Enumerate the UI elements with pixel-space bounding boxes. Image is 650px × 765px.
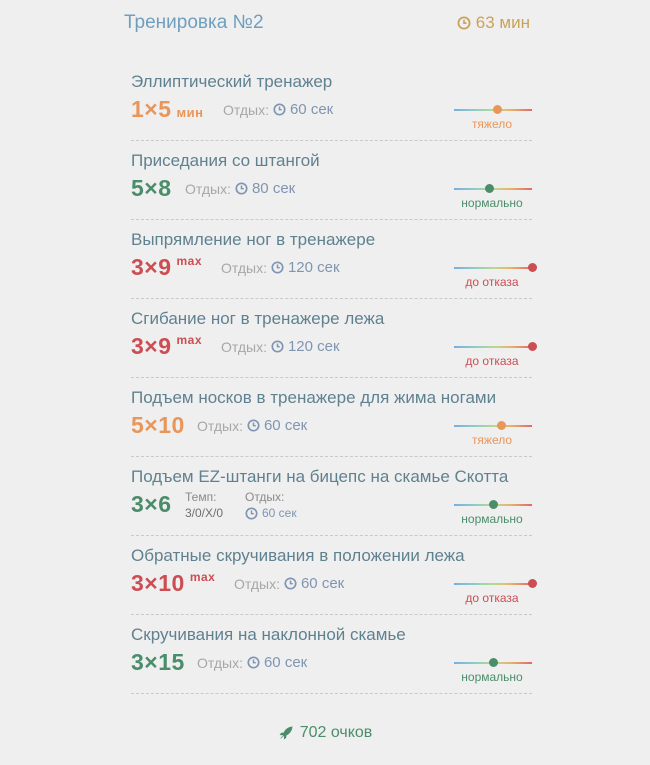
intensity-scale [454, 184, 532, 196]
clock-icon [273, 103, 286, 116]
sets-reps [131, 649, 185, 676]
exercise-list [131, 62, 532, 694]
tempo-block [185, 489, 223, 521]
intensity-label: до отказа [465, 591, 519, 605]
tempo-value: 3/0/X/0 [185, 506, 224, 520]
rest-label: Отдых: [197, 654, 243, 671]
workout-title: Тренировка №2 [124, 12, 264, 33]
clock-icon [457, 16, 471, 30]
exercise-name: Подъем EZ-штанги на бицепс на скамье Скотта [131, 467, 509, 486]
max-marker: max [189, 570, 216, 584]
rest-label: Отдых: [197, 417, 243, 434]
sets-reps [131, 570, 215, 597]
rest-info [197, 417, 307, 434]
intensity-scale [454, 263, 532, 275]
exercise-item[interactable] [131, 220, 532, 299]
rest-label: Отдых: [221, 338, 267, 355]
clock-icon [247, 656, 260, 669]
rocket-icon [278, 725, 294, 741]
rest-info [197, 654, 307, 671]
max-marker: max [176, 333, 203, 347]
rest-value: 60 сек [262, 506, 297, 520]
rest-label: Отдых: [221, 259, 267, 276]
sets-value: 5×8 [131, 175, 172, 201]
sets-reps [131, 491, 172, 518]
intensity-scale [454, 579, 532, 591]
exercise-item[interactable] [131, 536, 532, 615]
workout-duration [457, 13, 530, 33]
clock-icon [284, 577, 297, 590]
intensity-bar [454, 425, 532, 427]
intensity-marker [528, 342, 537, 351]
intensity-marker [497, 421, 506, 430]
sets-value: 3×15 [131, 649, 185, 675]
sets-value: 1×5 [131, 96, 172, 122]
clock-icon [235, 182, 248, 195]
exercise-name: Обратные скручивания в положении лежа [131, 546, 465, 565]
intensity-label: тяжело [471, 117, 513, 131]
intensity-bar [454, 583, 532, 585]
exercise-item[interactable] [131, 141, 532, 220]
intensity-scale [454, 658, 532, 670]
intensity-scale [454, 105, 532, 117]
points-value: 702 очков [299, 724, 373, 741]
exercise-item[interactable] [131, 378, 532, 457]
sets-value: 5×10 [131, 412, 185, 438]
exercise-name: Подъем носков в тренажере для жима ногами [131, 388, 497, 407]
intensity-marker [485, 184, 494, 193]
intensity-label: до отказа [465, 275, 519, 289]
rest-value: 80 сек [251, 180, 296, 197]
exercise-name: Сгибание ног в тренажере лежа [131, 309, 385, 328]
intensity-label: до отказа [465, 354, 519, 368]
intensity-bar [454, 346, 532, 348]
sets-reps [131, 412, 185, 439]
rest-value: 120 сек [287, 259, 340, 276]
sets-value: 3×9 [131, 254, 172, 280]
rest-info [223, 101, 333, 118]
workout-header [124, 12, 530, 36]
tempo-label: Темп: [185, 490, 217, 504]
exercise-name: Эллиптический тренажер [131, 72, 333, 91]
rest-value: 60 сек [263, 654, 308, 671]
rest-block [245, 489, 297, 521]
intensity-label: нормально [461, 512, 523, 526]
rest-label: Отдых: [234, 575, 280, 592]
rest-label: Отдых: [223, 101, 269, 118]
rest-value: 60 сек [263, 417, 308, 434]
intensity-marker [528, 263, 537, 272]
sets-value: 3×10 [131, 570, 185, 596]
intensity-scale [454, 500, 532, 512]
points-footer [0, 724, 650, 742]
intensity-label: тяжело [471, 433, 513, 447]
exercise-name: Скручивания на наклонной скамье [131, 625, 406, 644]
clock-icon [247, 419, 260, 432]
exercise-item[interactable] [131, 299, 532, 378]
sets-reps [131, 333, 202, 360]
intensity-marker [528, 579, 537, 588]
max-marker: max [176, 254, 203, 268]
exercise-item[interactable] [131, 62, 532, 141]
intensity-label: нормально [461, 196, 523, 210]
exercise-name: Выпрямление ног в тренажере [131, 230, 376, 249]
intensity-marker [493, 105, 502, 114]
rest-info [234, 575, 344, 592]
clock-icon [271, 340, 284, 353]
sets-value: 3×6 [131, 491, 172, 517]
rest-info [221, 259, 340, 276]
sets-unit: мин [176, 105, 204, 120]
rest-info [185, 180, 295, 197]
rest-label: Отдых: [245, 490, 285, 504]
intensity-marker [489, 658, 498, 667]
exercise-item[interactable] [131, 457, 532, 536]
sets-reps [131, 96, 203, 123]
duration-value: 63 мин [475, 13, 530, 32]
rest-info [221, 338, 340, 355]
sets-reps [131, 254, 202, 281]
exercise-item[interactable] [131, 615, 532, 694]
exercise-name: Приседания со штангой [131, 151, 320, 170]
intensity-marker [489, 500, 498, 509]
rest-value: 120 сек [287, 338, 340, 355]
rest-label: Отдых: [185, 180, 231, 197]
clock-icon [271, 261, 284, 274]
rest-value: 60 сек [289, 101, 334, 118]
clock-icon [245, 507, 258, 520]
intensity-label: нормально [461, 670, 523, 684]
intensity-scale [454, 421, 532, 433]
sets-reps [131, 175, 172, 202]
rest-value: 60 сек [300, 575, 345, 592]
intensity-bar [454, 267, 532, 269]
intensity-scale [454, 342, 532, 354]
sets-value: 3×9 [131, 333, 172, 359]
